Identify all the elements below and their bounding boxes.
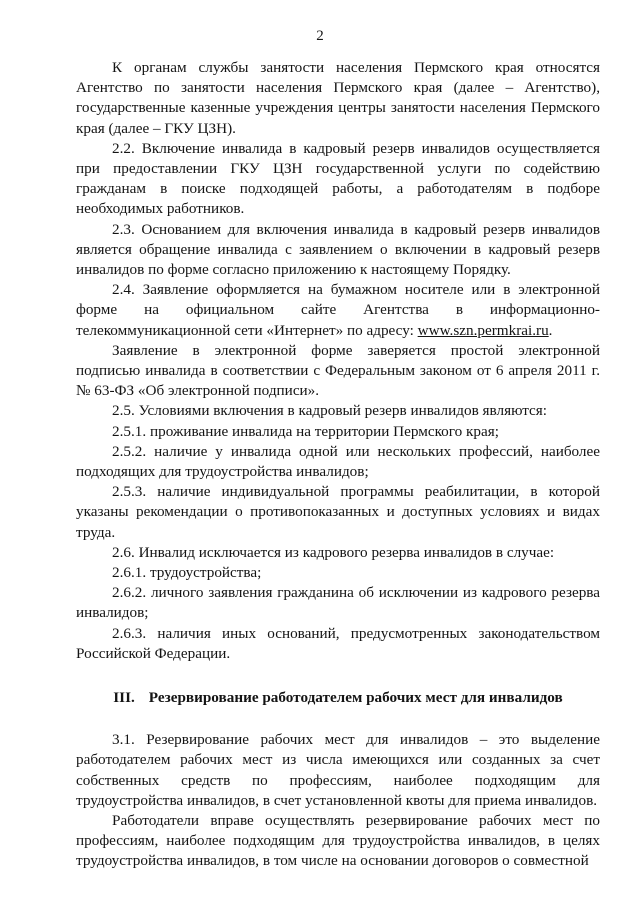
paragraph: 2.6.3. наличия иных оснований, предусмотренных законодательством Российской Федерации.	[76, 624, 600, 662]
paragraph: Заявление в электронной форме заверяется простой электронной подписью инвалида в соответствии с Федеральным законом от 6 апреля 2011 г. № 63-ФЗ «Об электронной подписи».	[76, 341, 600, 400]
page-number: 2	[316, 28, 324, 44]
paragraph: 2.6. Инвалид исключается из кадрового резерва инвалидов в случае:	[112, 543, 555, 561]
paragraph: 2.5.1. проживание инвалида на территории Пермского края;	[112, 422, 499, 440]
paragraph-2-4	[76, 280, 600, 341]
paragraph: 2.5.2. наличие у инвалида одной или нескольких профессий, наиболее подходящих для трудоустройства инвалидов;	[76, 442, 600, 481]
paragraph: К органам службы занятости населения Пермского края относятся Агентство по занятости населения Пермского края (далее – Агентство), государственные казенные учреждения центры занятости населения Пермского края (далее – ГКУ ЦЗН).	[76, 59, 600, 137]
paragraph: 3.1. Резервирование рабочих мест для инвалидов – это выделение работодателем рабочих мест из числа имеющихся или созданных за счет собственных средств по профессиям, наиболее подходящим для трудоустройства инвалидов, в счет установленной квоты для приема инвалидов.	[76, 731, 600, 809]
paragraph: 2.2. Включение инвалида в кадровый резерв инвалидов осуществляется при предоставлении ГКУ ЦЗН государственной услуги по содействию гражданам в поиске подходящей работы, а работодателям в подборе необходимых работников.	[76, 139, 600, 218]
document-body	[76, 58, 600, 872]
paragraph: 2.3. Основанием для включения инвалида в кадровый резерв инвалидов является обращение инвалида с заявлением о включении в кадровый резерв инвалидов по форме согласно приложению к настоящему Порядку.	[76, 220, 600, 279]
website-link[interactable]: www.szn.permkrai.ru	[417, 321, 549, 339]
paragraph: 2.5.3. наличие индивидуальной программы реабилитации, в которой указаны рекомендации о противопоказанных и доступных условиях и видах труда.	[76, 483, 600, 541]
paragraph-text: 2.4. Заявление оформляется на бумажном носителе или в электронной форме на официальном сайте Агентства в информационно-телекоммуникационной сети «Интернет» по адресу:	[76, 281, 600, 339]
section-title: Резервирование работодателем рабочих мест для инвалидов	[148, 689, 563, 707]
section-heading	[76, 688, 600, 708]
paragraph: 2.5. Условиями включения в кадровый резерв инвалидов являются:	[112, 402, 547, 420]
paragraph: 2.6.1. трудоустройства;	[112, 564, 262, 582]
paragraph: 2.6.2. личного заявления гражданина об исключении из кадрового резерва инвалидов;	[76, 584, 600, 622]
section-number: III.	[113, 689, 135, 707]
paragraph-text: .	[548, 321, 553, 339]
paragraph: Работодатели вправе осуществлять резервирование рабочих мест по профессиям, наиболее подходящим для трудоустройства инвалидов, в целях трудоустройства инвалидов, в том числе на основании договоров о совместной	[76, 811, 600, 870]
